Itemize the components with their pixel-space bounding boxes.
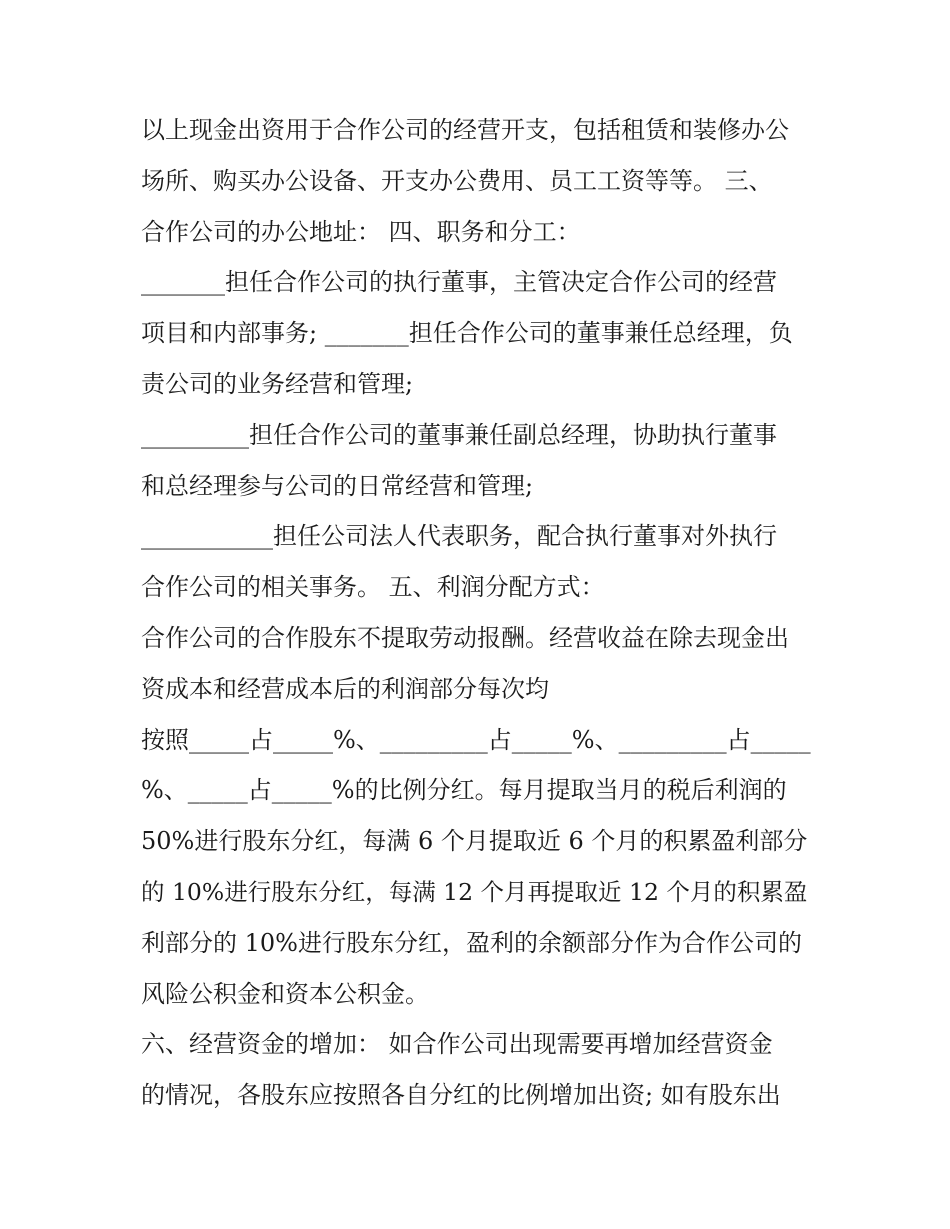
text-line: _________担任合作公司的董事兼任副总经理，协助执行董事: [141, 420, 777, 449]
text-line: 责公司的业务经营和管理;: [141, 369, 414, 398]
text-line: 合作公司的办公地址： 四、职务和分工：: [141, 217, 581, 246]
text-line: 合作公司的相关事务。 五、利润分配方式：: [141, 573, 605, 602]
text-line: 的情况，各股东应按照各自分红的比例增加出资; 如有股东出: [141, 1081, 781, 1110]
text-line: 利部分的 10%进行股东分红，盈利的余额部分作为合作公司的: [141, 928, 802, 957]
text-line: 以上现金出资用于合作公司的经营开支，包括租赁和装修办公: [141, 116, 789, 144]
text-line: 六、经营资金的增加： 如合作公司出现需要再增加经营资金: [141, 1030, 773, 1059]
text-line: 资成本和经营成本后的利润部分每次均: [141, 674, 549, 703]
text-line: %、_____占_____%的比例分红。每月提取当月的税后利润的: [141, 776, 787, 805]
text-line: ___________担任公司法人代表职务，配合执行董事对外执行: [141, 522, 777, 551]
text-line: 按照_____占_____%、_________占_____%、_________占_____: [141, 725, 811, 754]
text-line: 50%进行股东分红，每满 6 个月提取近 6 个月的积累盈利部分: [141, 827, 808, 856]
text-line: 场所、购买办公设备、开支办公费用、员工工资等等。 三、: [141, 166, 773, 195]
text-line: _______担任合作公司的执行董事，主管决定合作公司的经营: [141, 268, 777, 297]
text-line: 风险公积金和资本公积金。: [141, 979, 429, 1008]
text-line: 合作公司的合作股东不提取劳动报酬。经营收益在除去现金出: [141, 623, 789, 652]
text-line: 的 10%进行股东分红，每满 12 个月再提取近 12 个月的积累盈: [141, 877, 808, 906]
document-body: [141, 105, 821, 1121]
text-line: 项目和内部事务; _______担任合作公司的董事兼任总经理，负: [141, 319, 793, 348]
text-line: 和总经理参与公司的日常经营和管理;: [141, 471, 534, 500]
